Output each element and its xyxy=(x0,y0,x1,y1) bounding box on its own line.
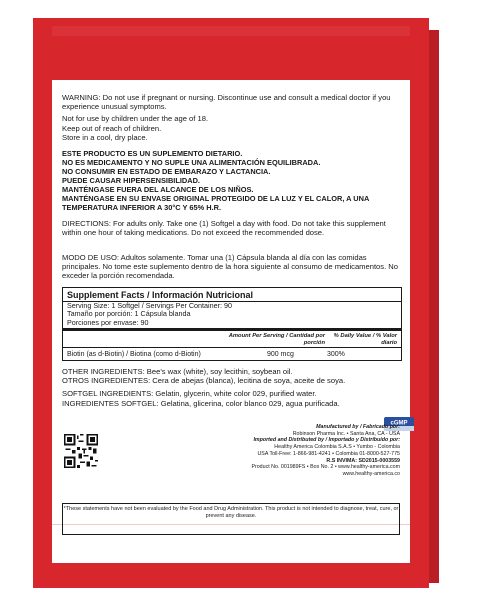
nutrient-amount: 900 mcg xyxy=(267,351,294,359)
softgel-ingredientes: INGREDIENTES SOFTGEL: Gelatina, glicerina, color blanco 029, agua purificada. xyxy=(62,398,340,408)
package-side xyxy=(429,30,439,583)
age-warning: Not for use by children under the age of 18. xyxy=(62,114,209,124)
distributor-address: Healthy America Colombia S.A.S • Yumbo - Colombia xyxy=(274,444,400,451)
nutrient-name: Biotin (as d-Biotin) / Biotina (como d-Biotin) xyxy=(67,351,201,359)
facts-title: Supplement Facts / Información Nutricional xyxy=(63,288,401,302)
warning-block xyxy=(62,93,402,142)
porciones-envase: Porciones por envase: 90 xyxy=(67,317,149,327)
modo-de-uso-text: MODO DE USO: Adultos solamente. Tomar una (1) Cápsula blanda al día con las comidas principales. No tome este suplemento dentro de la hora siguiente al consumo de medicamentos. No exceder la porción recomendada. xyxy=(62,253,399,281)
otros-ingredientes: OTROS INGREDIENTES: Cera de abejas (blanca), lecitina de soya, aceite de soya. xyxy=(62,376,346,386)
warning-es-line: MANTÉNGASE EN SU ENVASE ORIGINAL PROTEGIDO DE LA LUZ Y EL CALOR, A UNA TEMPERATURA INFERIOR A 30°C Y 65% H.R. xyxy=(62,194,370,212)
warning-text: WARNING: Do not use if pregnant or nursing. Discontinue use and consult a medical doctor if you experience unusual symptoms. xyxy=(62,93,391,112)
website: www.healthy-america.co xyxy=(342,470,400,477)
nutrient-dv: 300% xyxy=(327,351,345,359)
keep-away-warning: Keep out of reach of children. xyxy=(62,123,162,133)
gmp-label: cGMP xyxy=(390,420,408,427)
nutrient-row xyxy=(63,348,401,358)
ingredients-block xyxy=(62,367,402,408)
manufacturer-address: Robinson Pharma Inc. • Santa Ana, CA - USA xyxy=(292,430,400,437)
tamano-porcion: Tamaño por porción: 1 Cápsula blanda xyxy=(67,309,191,319)
distributed-by-heading: Imported and Distributed by / Importado y Distribuido por: xyxy=(253,437,400,444)
product-number: Product No. 001989FS • Box No. 2 • www.healthy-america.com xyxy=(251,464,400,471)
facts-column-header xyxy=(63,332,401,348)
warning-es-line: NO ES MEDICAMENTO Y NO SUPLE UNA ALIMENTACIÓN EQUILIBRADA. xyxy=(62,158,321,167)
other-ingredients: OTHER INGREDIENTS: Bee's wax (white), soy lecithin, soybean oil. xyxy=(62,367,293,376)
storage-note: Store in a cool, dry place. xyxy=(62,132,148,142)
softgel-ingredients: SOFTGEL INGREDIENTS: Gelatin, glycerin, white color 029, purified water. xyxy=(62,389,317,399)
supplement-facts-table xyxy=(62,287,402,361)
manufactured-by-heading: Manufactured by / Fabricado por: xyxy=(316,424,400,430)
invima-registration: R.S INVIMA: SD2015-0003559 xyxy=(326,457,400,464)
facts-divider xyxy=(63,328,401,331)
dv-column-label: % Daily Value / % Valor diario xyxy=(333,333,397,346)
phone-numbers: USA Toll-Free: 1-866-981-4241 • Colombia 01-8000-527-775 xyxy=(257,450,400,457)
qr-code-icon xyxy=(64,434,98,468)
warning-es-line: MANTÉNGASE FUERA DEL ALCANCE DE LOS NIÑOS. xyxy=(62,185,254,194)
warning-es-line: ESTE PRODUCTO ES UN SUPLEMENTO DIETARIO. xyxy=(62,149,243,158)
manufacturer-info xyxy=(210,424,400,478)
directions-text: DIRECTIONS: For adults only. Take one (1) Softgel a day with food. Do not take this supplement within one hour of taking medications. Do not exceed the recommended dose. xyxy=(62,219,386,238)
warning-es-line: PUEDE CAUSAR HIPERSENSIBILIDAD. xyxy=(62,176,200,185)
serving-size: Serving Size: 1 Softgel / Servings Per Container: 90 xyxy=(67,301,233,310)
warning-es-block xyxy=(62,149,402,212)
package-top-flap xyxy=(52,26,410,36)
fda-disclaimer: *These statements have not been evaluated by the Food and Drug Administration. This product is not intended to diagnose, treat, cure, or prevent any disease. xyxy=(62,503,400,535)
warning-es-line: NO CONSUMIR EN ESTADO DE EMBARAZO Y LACTANCIA. xyxy=(62,167,271,176)
amount-column-label: Amount Per Serving / Cantidad por porción xyxy=(228,333,325,346)
